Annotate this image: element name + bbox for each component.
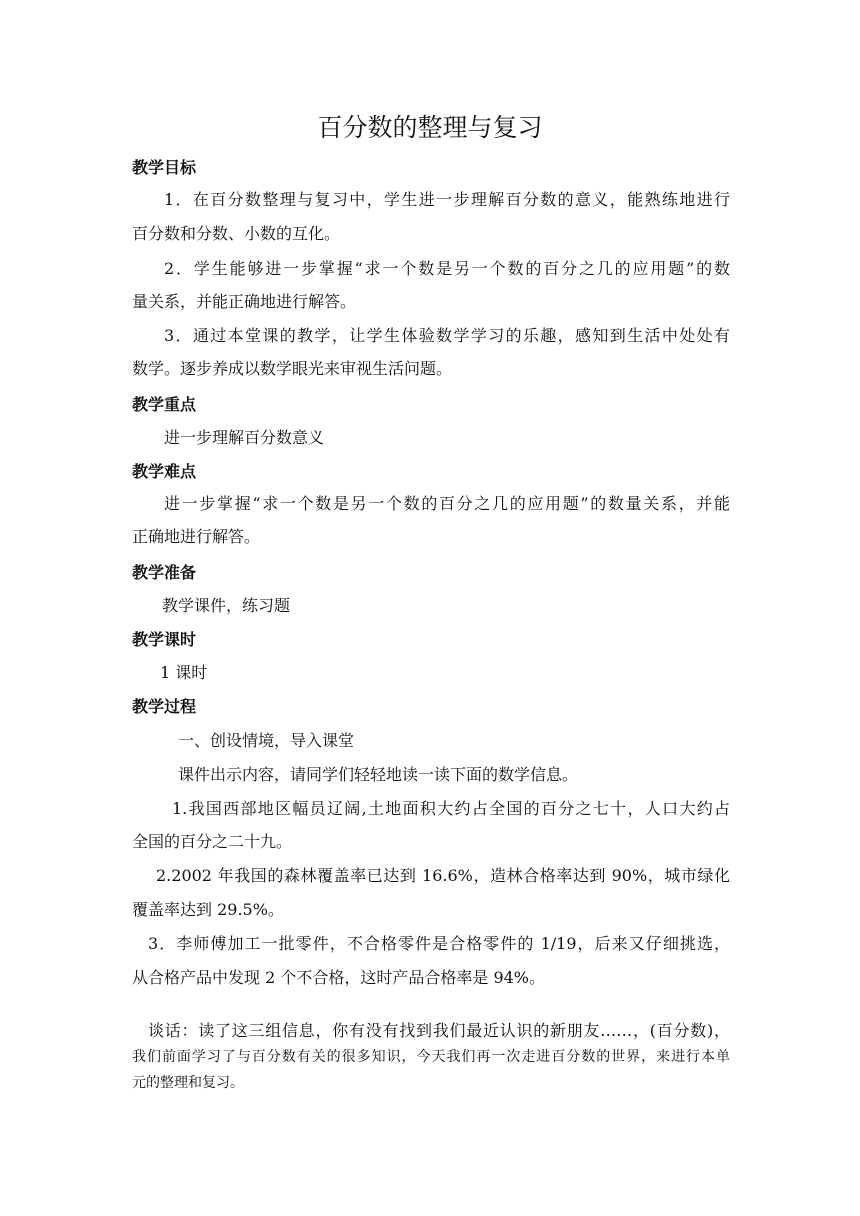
document-title: 百分数的整理与复习 <box>317 113 543 142</box>
talk-line-3: 元的整理和复习。 <box>132 1075 244 1091</box>
difficulties-line-1: 进一步掌握“求一个数是另一个数的百分之几的应用题”的数量关系，并能 <box>164 494 730 513</box>
goal-2-line-2: 量关系，并能正确地进行解答。 <box>132 292 357 311</box>
goal-3-line-1: 3．通过本堂课的教学，让学生体验数学学习的乐趣，感知到生活中处处有 <box>164 326 730 345</box>
talk-line-1: 谈话：读了这三组信息，你有没有找到我们最近认识的新朋友……，(百分数)， <box>148 1021 730 1040</box>
talk-line-2: 我们前面学习了与百分数有关的很多知识，今天我们再一次走进百分数的世界，来进行本单 <box>132 1049 730 1065</box>
goal-3-line-2: 数学。逐步养成以数学眼光来审视生活问题。 <box>132 359 453 378</box>
info-2-line-1: 2.2002 年我国的森林覆盖率已达到 16.6%，造林合格率达到 90%，城市绿化 <box>156 866 730 885</box>
process-step-1: 一、创设情境，导入课堂 <box>178 731 355 750</box>
heading-teaching-goals: 教学目标 <box>132 158 197 177</box>
difficulties-line-2: 正确地进行解答。 <box>132 527 261 546</box>
duration-text: 1 课时 <box>160 663 208 682</box>
heading-process: 教学过程 <box>132 697 197 716</box>
heading-preparation: 教学准备 <box>132 563 197 582</box>
info-3-line-1: 3．李师傅加工一批零件，不合格零件是合格零件的 1/19，后来又仔细挑选， <box>148 934 730 953</box>
info-1-line-1: 1.我国西部地区幅员辽阔,土地面积大约占全国的百分之七十，人口大约占 <box>172 799 730 818</box>
heading-key-points: 教学重点 <box>132 395 197 414</box>
heading-duration: 教学课时 <box>132 630 197 649</box>
info-2-line-2: 覆盖率达到 29.5%。 <box>132 900 284 919</box>
heading-difficulties: 教学难点 <box>132 462 197 481</box>
info-1-line-2: 全国的百分之二十九。 <box>132 832 293 851</box>
info-3-line-2: 从合格产品中发现 2 个不合格，这时产品合格率是 94%。 <box>132 968 546 987</box>
process-intro: 课件出示内容，请同学们轻轻地读一读下面的数学信息。 <box>178 765 579 784</box>
preparation-text: 教学课件，练习题 <box>162 596 291 615</box>
goal-1-line-2: 百分数和分数、小数的互化。 <box>132 224 341 243</box>
goal-1-line-1: 1．在百分数整理与复习中，学生进一步理解百分数的意义，能熟练地进行 <box>164 190 730 209</box>
key-points-text: 进一步理解百分数意义 <box>164 428 325 447</box>
goal-2-line-1: 2．学生能够进一步掌握“求一个数是另一个数的百分之几的应用题”的数 <box>164 259 730 278</box>
